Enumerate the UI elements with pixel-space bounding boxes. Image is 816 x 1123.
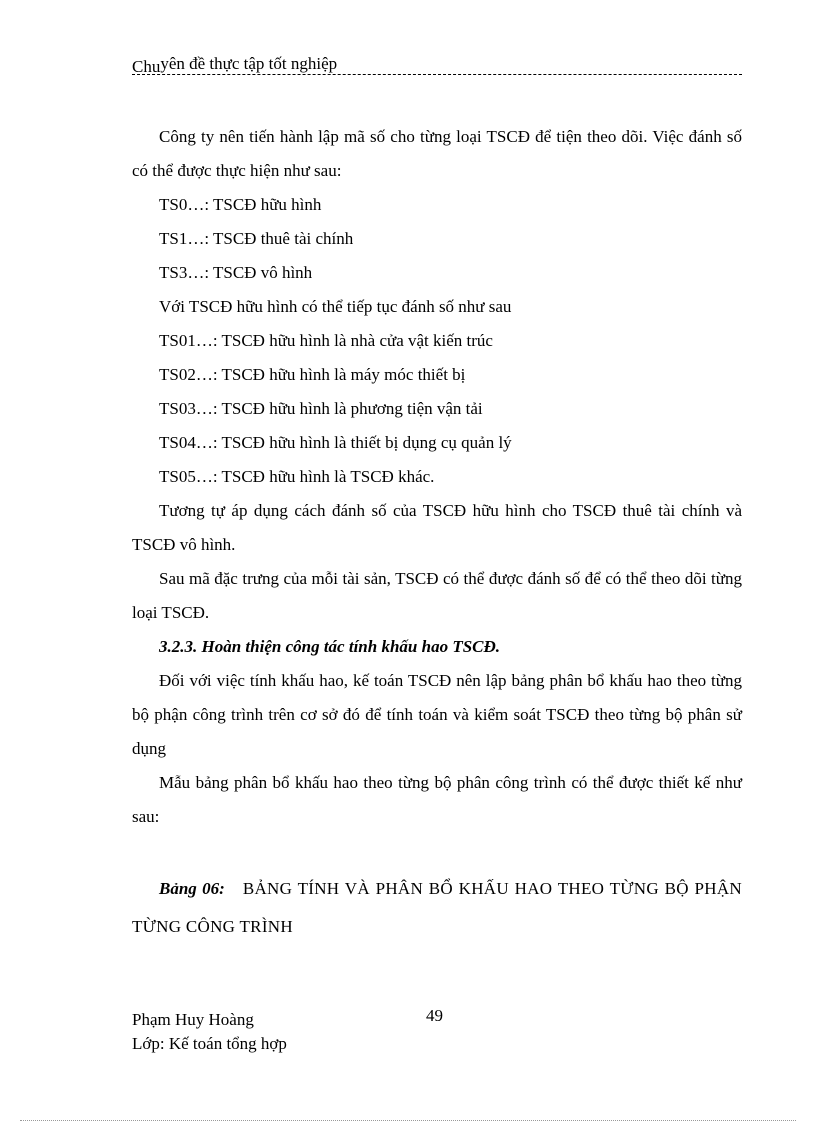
author-class: Lớp: Kế toán tổng hợp xyxy=(132,1034,287,1053)
header-title xyxy=(132,54,341,74)
page-header xyxy=(132,54,742,78)
section-heading: 3.2.3. Hoàn thiện công tác tính khấu hao TSCĐ. xyxy=(159,637,501,656)
header-title-prefix: Chu xyxy=(132,57,161,76)
header-dashed-rule xyxy=(132,74,742,75)
after-code-paragraph: Sau mã đặc trưng của mỗi tài sản, TSCĐ có thể được đánh số để có thể theo dõi từng loại TSCĐ. xyxy=(132,569,742,622)
page-number: 49 xyxy=(426,1006,443,1025)
tangible-code-item: TS02…: TSCĐ hữu hình là máy móc thiết bị xyxy=(159,365,466,384)
author-name: Phạm Huy Hoàng xyxy=(132,1010,254,1029)
code-item: TS3…: TSCĐ vô hình xyxy=(159,263,313,282)
table-title xyxy=(132,870,742,946)
tangible-intro: Với TSCĐ hữu hình có thể tiếp tục đánh số như sau xyxy=(159,297,512,316)
code-item: TS0…: TSCĐ hữu hình xyxy=(159,195,322,214)
similar-paragraph: Tương tự áp dụng cách đánh số của TSCĐ hữu hình cho TSCĐ thuê tài chính và TSCĐ vô hình. xyxy=(132,501,742,554)
tangible-code-item: TS04…: TSCĐ hữu hình là thiết bị dụng cụ quản lý xyxy=(159,433,512,452)
header-title-rest: yên đề thực tập tốt nghiệp xyxy=(160,54,338,73)
code-item: TS1…: TSCĐ thuê tài chính xyxy=(159,229,354,248)
body-text xyxy=(132,120,742,834)
tangible-code-item: TS01…: TSCĐ hữu hình là nhà cửa vật kiến trúc xyxy=(159,331,493,350)
intro-paragraph: Công ty nên tiến hành lập mã số cho từng loại TSCĐ để tiện theo dõi. Việc đánh số có thể được thực hiện như sau: xyxy=(132,127,742,180)
depreciation-paragraph: Đối với việc tính khấu hao, kế toán TSCĐ nên lập bảng phân bổ khấu hao theo từng bộ phận công trình trên cơ sở đó để tính toán và kiểm soát TSCĐ theo từng bộ phân sử dụng xyxy=(132,671,742,758)
table-caption: BẢNG TÍNH VÀ PHÂN BỔ KHẤU HAO THEO TỪNG BỘ PHẬN TỪNG CÔNG TRÌNH xyxy=(132,879,742,936)
footer-author-block xyxy=(132,1008,287,1056)
footer-dotted-rule xyxy=(20,1120,796,1121)
table-label: Bảng 06: xyxy=(159,879,225,898)
template-paragraph: Mẫu bảng phân bổ khấu hao theo từng bộ phân công trình có thể được thiết kế như sau: xyxy=(132,773,742,826)
tangible-code-item: TS05…: TSCĐ hữu hình là TSCĐ khác. xyxy=(159,467,435,486)
tangible-code-item: TS03…: TSCĐ hữu hình là phương tiện vận tải xyxy=(159,399,483,418)
